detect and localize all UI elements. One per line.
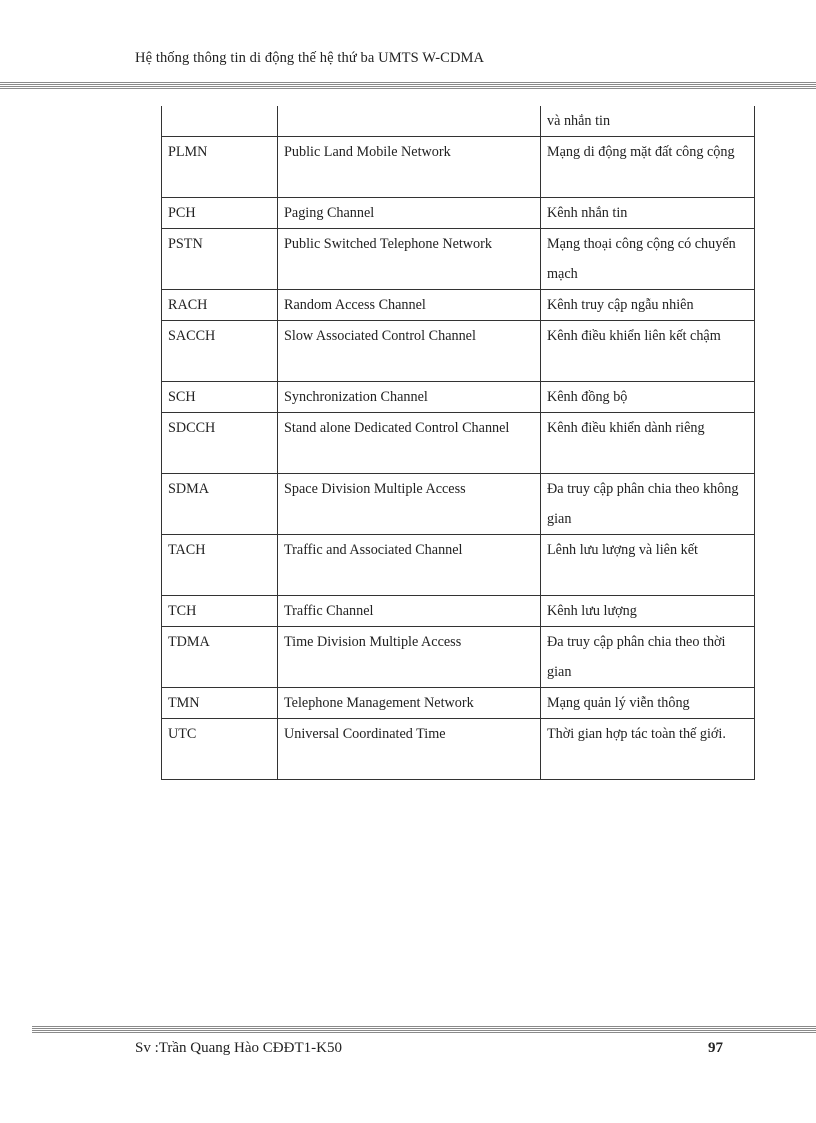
- footer-rule: [32, 1026, 816, 1033]
- english-term-cell: Stand alone Dedicated Control Channel: [278, 413, 541, 474]
- page-number: 97: [708, 1040, 723, 1056]
- table-row: [162, 535, 755, 596]
- abbr-cell: SCH: [162, 382, 278, 413]
- english-term-cell: Traffic and Associated Channel: [278, 535, 541, 596]
- english-term-cell: Paging Channel: [278, 198, 541, 229]
- table-row: [162, 198, 755, 229]
- table-row: [162, 719, 755, 780]
- footer-author: Sv :Trần Quang Hào CĐĐT1-K50: [135, 1040, 342, 1056]
- english-term-cell: Synchronization Channel: [278, 382, 541, 413]
- table-row: [162, 413, 755, 474]
- vietnamese-term-cell: Đa truy cập phân chia theo không gian: [541, 474, 755, 535]
- table-row: [162, 290, 755, 321]
- english-term-cell: Time Division Multiple Access: [278, 627, 541, 688]
- vietnamese-term-cell: Kênh điều khiển dành riêng: [541, 413, 755, 474]
- abbr-cell: PCH: [162, 198, 278, 229]
- english-term-cell: Universal Coordinated Time: [278, 719, 541, 780]
- vietnamese-term-cell: Kênh nhắn tin: [541, 198, 755, 229]
- english-term-cell: Telephone Management Network: [278, 688, 541, 719]
- table-row: [162, 321, 755, 382]
- english-term-cell: Public Land Mobile Network: [278, 137, 541, 198]
- english-term-cell: Slow Associated Control Channel: [278, 321, 541, 382]
- abbr-cell: PLMN: [162, 137, 278, 198]
- abbr-cell: RACH: [162, 290, 278, 321]
- english-term-cell: Public Switched Telephone Network: [278, 229, 541, 290]
- table-row: [162, 137, 755, 198]
- abbr-cell: SDMA: [162, 474, 278, 535]
- abbr-cell: UTC: [162, 719, 278, 780]
- abbr-cell: SACCH: [162, 321, 278, 382]
- english-term-cell: Random Access Channel: [278, 290, 541, 321]
- vietnamese-term-cell: Mạng di động mặt đất công cộng: [541, 137, 755, 198]
- abbr-cell: TDMA: [162, 627, 278, 688]
- vietnamese-term-cell: Thời gian hợp tác toàn thế giới.: [541, 719, 755, 780]
- abbreviation-table: [161, 106, 755, 780]
- table-row: [162, 596, 755, 627]
- abbr-cell: TACH: [162, 535, 278, 596]
- table-row: [162, 382, 755, 413]
- abbr-cell: SDCCH: [162, 413, 278, 474]
- vietnamese-term-cell: và nhắn tin: [541, 106, 755, 137]
- table-row: [162, 474, 755, 535]
- vietnamese-term-cell: Đa truy cập phân chia theo thời gian: [541, 627, 755, 688]
- abbr-cell: TMN: [162, 688, 278, 719]
- vietnamese-term-cell: Kênh truy cập ngẫu nhiên: [541, 290, 755, 321]
- page-header-title: Hệ thống thông tin di động thế hệ thứ ba UMTS W-CDMA: [135, 50, 485, 66]
- table-row: [162, 229, 755, 290]
- vietnamese-term-cell: Kênh điều khiển liên kết chậm: [541, 321, 755, 382]
- abbr-cell: PSTN: [162, 229, 278, 290]
- vietnamese-term-cell: Kênh lưu lượng: [541, 596, 755, 627]
- header-rule: [0, 82, 816, 89]
- abbr-cell: TCH: [162, 596, 278, 627]
- vietnamese-term-cell: Mạng thoại công cộng có chuyển mạch: [541, 229, 755, 290]
- english-term-cell: [278, 106, 541, 137]
- vietnamese-term-cell: Kênh đồng bộ: [541, 382, 755, 413]
- abbr-cell: [162, 106, 278, 137]
- vietnamese-term-cell: Lênh lưu lượng và liên kết: [541, 535, 755, 596]
- table-row: [162, 627, 755, 688]
- table-row: [162, 688, 755, 719]
- english-term-cell: Traffic Channel: [278, 596, 541, 627]
- table-row: [162, 106, 755, 137]
- english-term-cell: Space Division Multiple Access: [278, 474, 541, 535]
- vietnamese-term-cell: Mạng quản lý viễn thông: [541, 688, 755, 719]
